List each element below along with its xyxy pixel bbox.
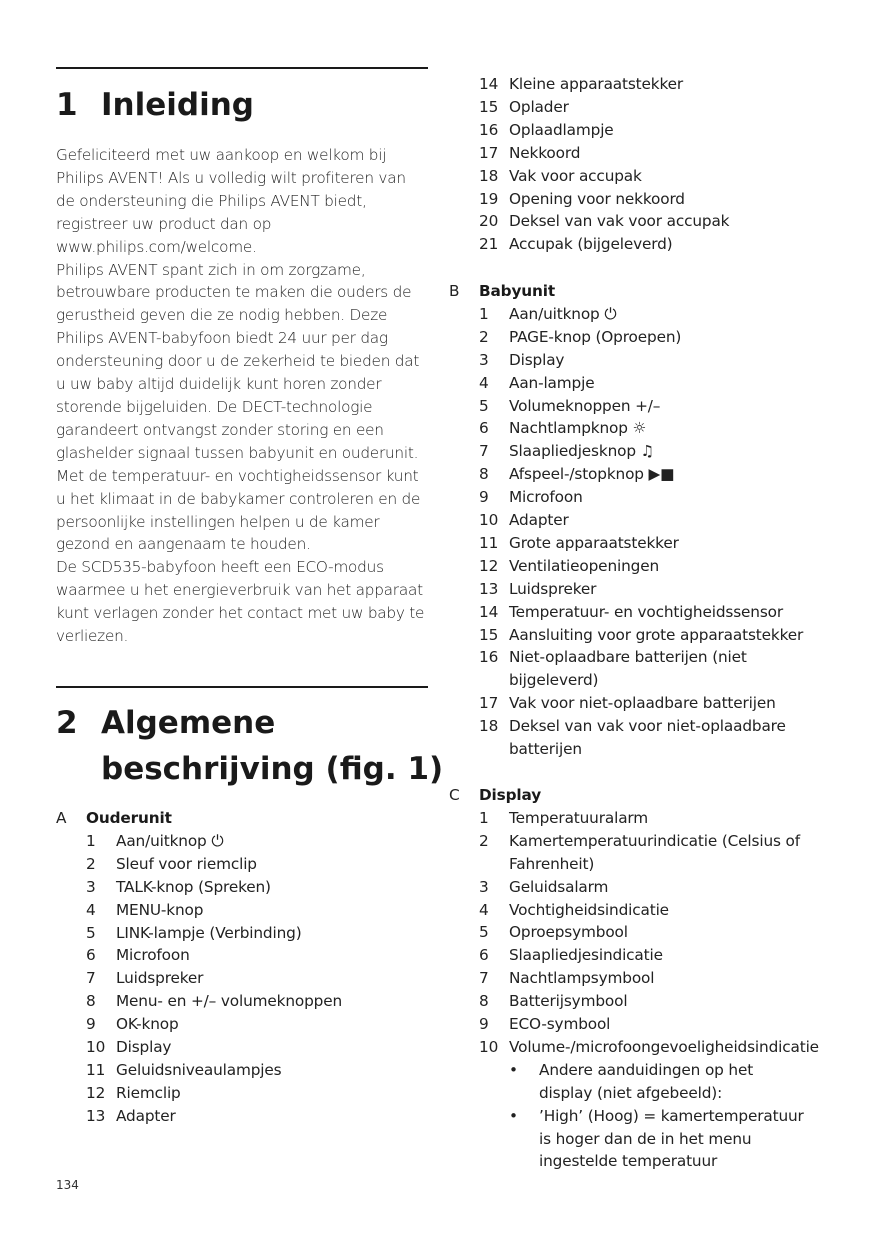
group-c-letter: C (449, 786, 460, 804)
group-b-title: Babyunit (479, 282, 556, 300)
list-item: 14 Kleine apparaatstekker (479, 75, 684, 93)
intro-paragraph-3: De SCD535-babyfoon heeft een ECO-modus waarmee u het energieverbruik van het apparaat kunt verlagen zonder het contact met uw baby te verliezen. (56, 558, 425, 646)
group-c (449, 784, 829, 1173)
group-c-bullets (509, 1059, 809, 1174)
list-item: 1 Temperatuuralarm (479, 808, 649, 827)
list-item: 18 Deksel van vak voor niet-oplaadbare batterijen (479, 717, 786, 759)
list-item: 5 Volumeknoppen +/– (479, 396, 661, 415)
list-item: 4 MENU-knop (86, 900, 204, 919)
list-item: 3 Geluidsalarm (479, 877, 609, 896)
list-item: 9 OK-knop (86, 1015, 179, 1034)
list-item: 13 Adapter (86, 1106, 176, 1125)
list-item: 6 Microfoon (86, 946, 190, 965)
list-item: 21 Accupak (bijgeleverd) (479, 235, 673, 254)
list-item: 19 Opening voor nekkoord (479, 189, 685, 208)
bullet-item: • Andere aanduidingen op het display (niet afgebeeld): (509, 1060, 754, 1102)
list-item: 16 Niet-oplaadbare batterijen (niet bijgeleverd) (479, 648, 747, 690)
list-item: 8 Batterijsymbool (479, 992, 628, 1011)
list-item: 8 Afspeel-/stopknop ▶■ (479, 465, 675, 484)
group-a (56, 807, 428, 1128)
section2-heading (56, 700, 444, 792)
list-item: 9 Microfoon (479, 488, 583, 507)
group-a-letter: A (56, 809, 67, 827)
list-item: 14 Temperatuur- en vochtigheidssensor (479, 602, 783, 621)
group-b-letter: B (449, 282, 460, 300)
list-item: 7 Slaapliedjesknop ♫ (479, 442, 655, 461)
list-item: 4 Vochtigheidsindicatie (479, 900, 669, 919)
list-item: 5 Oproepsymbool (479, 923, 628, 942)
list-item: 7 Luidspreker (86, 969, 204, 988)
group-c-list (479, 807, 819, 1174)
list-item: 7 Nachtlampsymbool (479, 969, 655, 988)
list-item: 1 Aan/uitknop ⏻ (86, 831, 224, 850)
list-item: 8 Menu- en +/– volumeknoppen (86, 992, 343, 1011)
list-item: 11 Geluidsniveaulampjes (86, 1060, 282, 1079)
section2-rule (56, 686, 428, 688)
section1-heading (56, 82, 428, 128)
list-item: 17 Nekkoord (479, 143, 581, 162)
list-item: 10 Adapter (479, 511, 569, 530)
group-b (449, 280, 829, 761)
list-item: 13 Luidspreker (479, 579, 597, 598)
list-item: 12 Ventilatieopeningen (479, 556, 659, 575)
list-item: 18 Vak voor accupak (479, 166, 642, 185)
list-item: 2 Kamertemperatuurindicatie (Celsius of Fahrenheit) (479, 831, 800, 873)
group-c-header (449, 784, 829, 807)
list-item: 2 PAGE-knop (Oproepen) (479, 327, 682, 346)
page-number: 134 (56, 1178, 79, 1192)
list-item: 11 Grote apparaatstekker (479, 533, 679, 552)
list-item: 5 LINK-lampje (Verbinding) (86, 923, 302, 942)
list-item: 10 Volume-/microfoongevoeligheidsindicatie (479, 1037, 819, 1056)
section2-title-line1: Algemene (101, 705, 276, 741)
list-item: 20 Deksel van vak voor accupak (479, 212, 730, 231)
group-a-header (56, 807, 428, 830)
list-item: 17 Vak voor niet-oplaadbare batterijen (479, 694, 776, 713)
section1-body (56, 144, 428, 648)
list-item: 15 Aansluiting voor grote apparaatstekker (479, 625, 804, 644)
intro-paragraph-2: Philips AVENT spant zich in om zorgzame, betrouwbare producten te maken die ouders de gerustheid geven die ze nodig hebben. Deze Philips AVENT-babyfoon biedt 24 uur per dag ondersteuning door u de zekerheid te bieden dat u uw baby altijd duidelijk kunt horen zonder storende bijgeluiden. De DECT-technologie garandeert ontvangst zonder storing en een glashelder signaal tussen babyunit en ouderunit. Met de temperatuur- en vochtigheidssensor kunt u het klimaat in de babykamer controleren en de persoonlijke instellingen helpen u de kamer gezond en aangenaam te houden. (56, 260, 421, 554)
list-item: 6 Nachtlampknop ☼ (479, 419, 647, 438)
list-item: 12 Riemclip (86, 1083, 181, 1102)
section1-rule (56, 67, 428, 69)
list-item: 9 ECO-symbool (479, 1015, 611, 1034)
list-item: 16 Oplaadlampje (479, 120, 614, 139)
bullet-icon: • (509, 1106, 518, 1125)
list-item: 4 Aan-lampje (479, 373, 595, 392)
group-a-title: Ouderunit (86, 809, 172, 827)
group-b-header (449, 280, 829, 303)
group-b-list (479, 303, 819, 761)
list-item: 1 Aan/uitknop ⏻ (479, 304, 617, 323)
list-item: 2 Sleuf voor riemclip (86, 854, 257, 873)
list-item: 3 Display (479, 350, 565, 369)
section2-title-line2: beschrijving (fig. 1) (101, 751, 444, 787)
bullet-item: • ’High’ (Hoog) = kamertemperatuur is hoger dan de in het menu ingestelde temperatuur (509, 1106, 804, 1171)
section1-title: Inleiding (101, 87, 254, 123)
section2-number: 2 (56, 705, 78, 741)
list-item: 6 Slaapliedjesindicatie (479, 946, 663, 965)
group-a-list (86, 830, 428, 1128)
list-item: 15 Oplader (479, 97, 569, 116)
group-c-title: Display (479, 786, 542, 804)
group-a-continued (479, 73, 829, 256)
list-item: 10 Display (86, 1038, 172, 1057)
section1-number: 1 (56, 87, 78, 123)
list-item: 3 TALK-knop (Spreken) (86, 877, 271, 896)
bullet-icon: • (509, 1060, 518, 1079)
intro-paragraph-1: Gefeliciteerd met uw aankoop en welkom bij Philips AVENT! Als u volledig wilt profiteren van de ondersteuning die Philips AVENT biedt, registreer uw product dan op www.philips.com/welcome. (56, 146, 406, 256)
